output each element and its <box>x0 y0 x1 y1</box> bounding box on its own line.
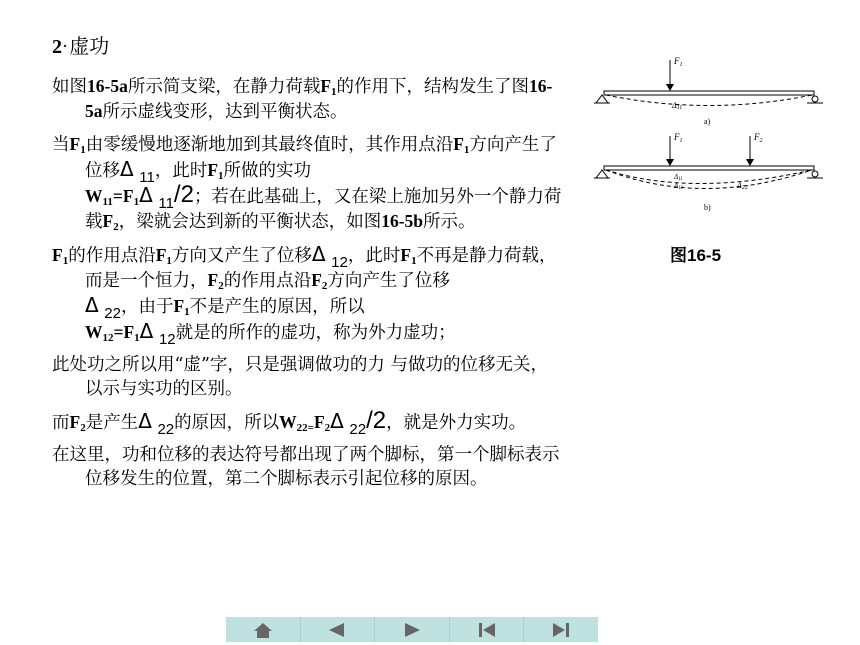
paragraph-4: 此处功之所以用“虚”字，只是强调做功的力 与做功的位移无关，以示与实功的区别。 <box>52 355 548 399</box>
force-label-f2-b: $F_2$ <box>754 132 763 144</box>
force-arrowhead-f2-b <box>746 159 754 166</box>
beam-b <box>604 166 814 170</box>
beam-a <box>604 91 814 95</box>
first-icon <box>476 621 498 639</box>
figure-b <box>594 132 823 212</box>
deflection-curve-b2 <box>606 170 812 189</box>
next-button[interactable] <box>375 617 450 642</box>
pin-support-a <box>596 95 608 103</box>
section-heading <box>52 30 109 59</box>
delta-label-11-b: Δ11 <box>674 173 683 182</box>
roller-support-b <box>812 171 818 177</box>
first-page-button[interactable] <box>450 617 525 642</box>
force-arrowhead-f1-b <box>666 159 674 166</box>
figure-a <box>594 56 823 126</box>
paragraph-2: 当$F_1$由零缓慢地逐渐地加到其最终值时，其作用点沿$F_1$方向产生了位移Δ 11，此时$F_1$所做的实功 $W_{11}=F_1\Delta$ 11/2；若在此基础上，又在梁上施加另外一个静力荷载$F_2$，梁就会达到新的平衡状态，如图16-5b所示。 <box>52 134 562 233</box>
deflection-curve-a <box>606 95 812 106</box>
navigation-bar <box>226 617 598 642</box>
figure-caption: 图16-5 <box>670 246 722 265</box>
beam-figure <box>592 52 828 222</box>
paragraph-5: 而$F_2$是产生Δ 22的原因，所以$W_{22=}F_2\Delta$ 22/2，就是外力实功。 <box>52 407 527 438</box>
force-label-f1-a: $F_1$ <box>674 56 683 68</box>
force-arrowhead-f1-a <box>666 84 674 91</box>
pin-support-b <box>596 170 608 178</box>
previous-button[interactable] <box>301 617 376 642</box>
delta-label-12-b: Δ12 <box>674 182 684 191</box>
figure-a-label: a) <box>704 117 711 126</box>
paragraph-3: $F_1$的作用点沿$F_1$方向又产生了位移Δ 12，此时$F_1$不再是静力荷载，而是一个恒力，$F_2$的作用点沿$F_2$方向产生了位移 Δ 22，由于$F_1$不是产生的原因，所以 $W_{12}=F_1\Delta$ 12就是的所作的虚功，称为外力虚功； <box>52 242 557 348</box>
home-icon <box>252 621 274 639</box>
figure-b-label: b) <box>704 203 711 212</box>
paragraph-6: 在这里，功和位移的表达符号都出现了两个脚标，第一个脚标表示位移发生的位置，第二个脚标表示引起位移的原因。 <box>52 445 560 489</box>
section-number: 2 <box>52 36 62 58</box>
home-button[interactable] <box>226 617 301 642</box>
paragraph-1: 如图16-5a所示简支梁，在静力荷载$F_1$的作用下，结构发生了图16-5a所示虚线变形，达到平衡状态。 <box>52 76 553 122</box>
body-text <box>52 74 564 499</box>
delta-label-22-b: Δ22 <box>737 181 748 191</box>
last-icon <box>550 621 572 639</box>
roller-support-a <box>812 96 818 102</box>
deflection-curve-b1 <box>606 170 812 184</box>
next-icon <box>401 621 423 639</box>
section-title: 虚功 <box>69 34 110 58</box>
prev-icon <box>326 621 348 639</box>
section-dot: . <box>63 36 68 50</box>
force-label-f1-b: $F_1$ <box>674 132 683 144</box>
delta-label-11-a: Δ11 <box>672 101 683 111</box>
last-page-button[interactable] <box>524 617 598 642</box>
